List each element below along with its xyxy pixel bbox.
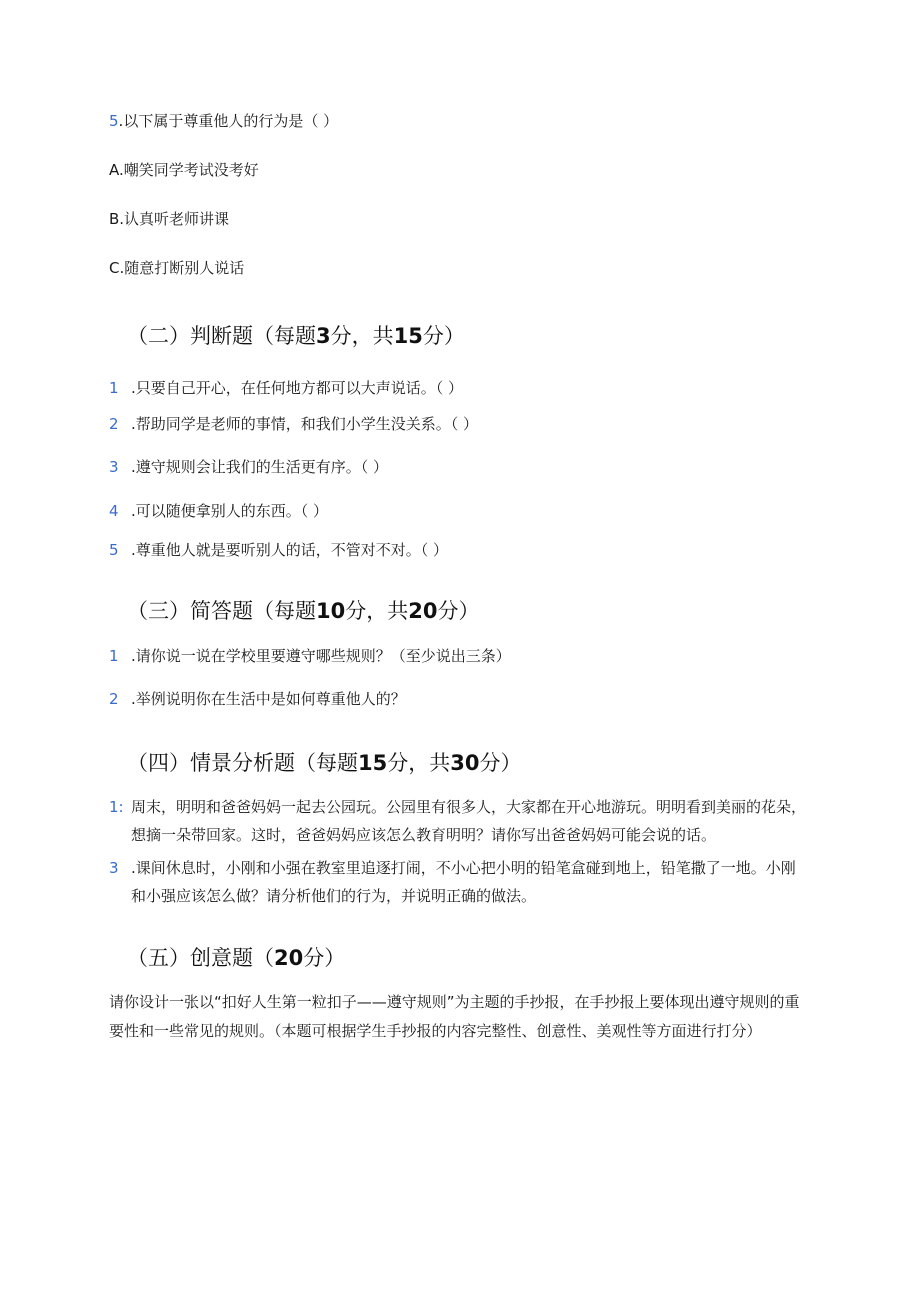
judge-item: 5 .尊重他人就是要听别人的话，不管对不对。（ ）: [109, 541, 449, 559]
short-answer-item: 2 .举例说明你在生活中是如何尊重他人的？: [109, 690, 406, 708]
scenario-item: 1: 周末，明明和爸爸妈妈一起去公园玩。公园里有很多人，大家都在开心地游玩。明明看到美丽的花朵，想摘一朵带回家。这时，爸爸妈妈应该怎么教育明明？请你写出爸爸妈妈可能会说的话。: [109, 798, 807, 844]
section-4-heading: （四）情景分析题（每题15分，共30分）: [127, 751, 522, 775]
question-text: .以下属于尊重他人的行为是（ ）: [118, 112, 339, 130]
judge-item: 1 .只要自己开心，在任何地方都可以大声说话。（ ）: [109, 379, 464, 397]
section-3-heading: （三）简答题（每题10分，共20分）: [127, 599, 480, 623]
short-answer-item: 1 .请你说一说在学校里要遵守哪些规则？（至少说出三条）: [109, 647, 511, 665]
judge-item: 4 .可以随便拿别人的东西。（ ）: [109, 502, 329, 520]
scenario-item: 3 .课间休息时，小刚和小强在教室里追逐打闹，不小心把小明的铅笔盒碰到地上，铅笔撒了一地。小刚和小强应该怎么做？请分析他们的行为，并说明正确的做法。: [109, 859, 796, 905]
question-number: 5: [109, 112, 119, 130]
section-5-heading: （五）创意题（20分）: [127, 946, 346, 970]
creative-task-text: 请你设计一张以“扣好人生第一粒扣子——遵守规则”为主题的手抄报，在手抄报上要体现出遵守规则的重要性和一些常见的规则。（本题可根据学生手抄报的内容完整性、创意性、美观性等方面进行打分）: [109, 993, 800, 1040]
option-c: C.随意打断别人说话: [109, 259, 245, 277]
question-5-stem: [109, 111, 338, 131]
option-b: B.认真听老师讲课: [109, 210, 230, 228]
judge-item: 2 .帮助同学是老师的事情，和我们小学生没关系。（ ）: [109, 415, 479, 433]
judge-item: 3 .遵守规则会让我们的生活更有序。（ ）: [109, 458, 389, 476]
option-a: A.嘲笑同学考试没考好: [109, 161, 259, 179]
section-2-heading: （二）判断题（每题3分，共15分）: [127, 324, 465, 348]
